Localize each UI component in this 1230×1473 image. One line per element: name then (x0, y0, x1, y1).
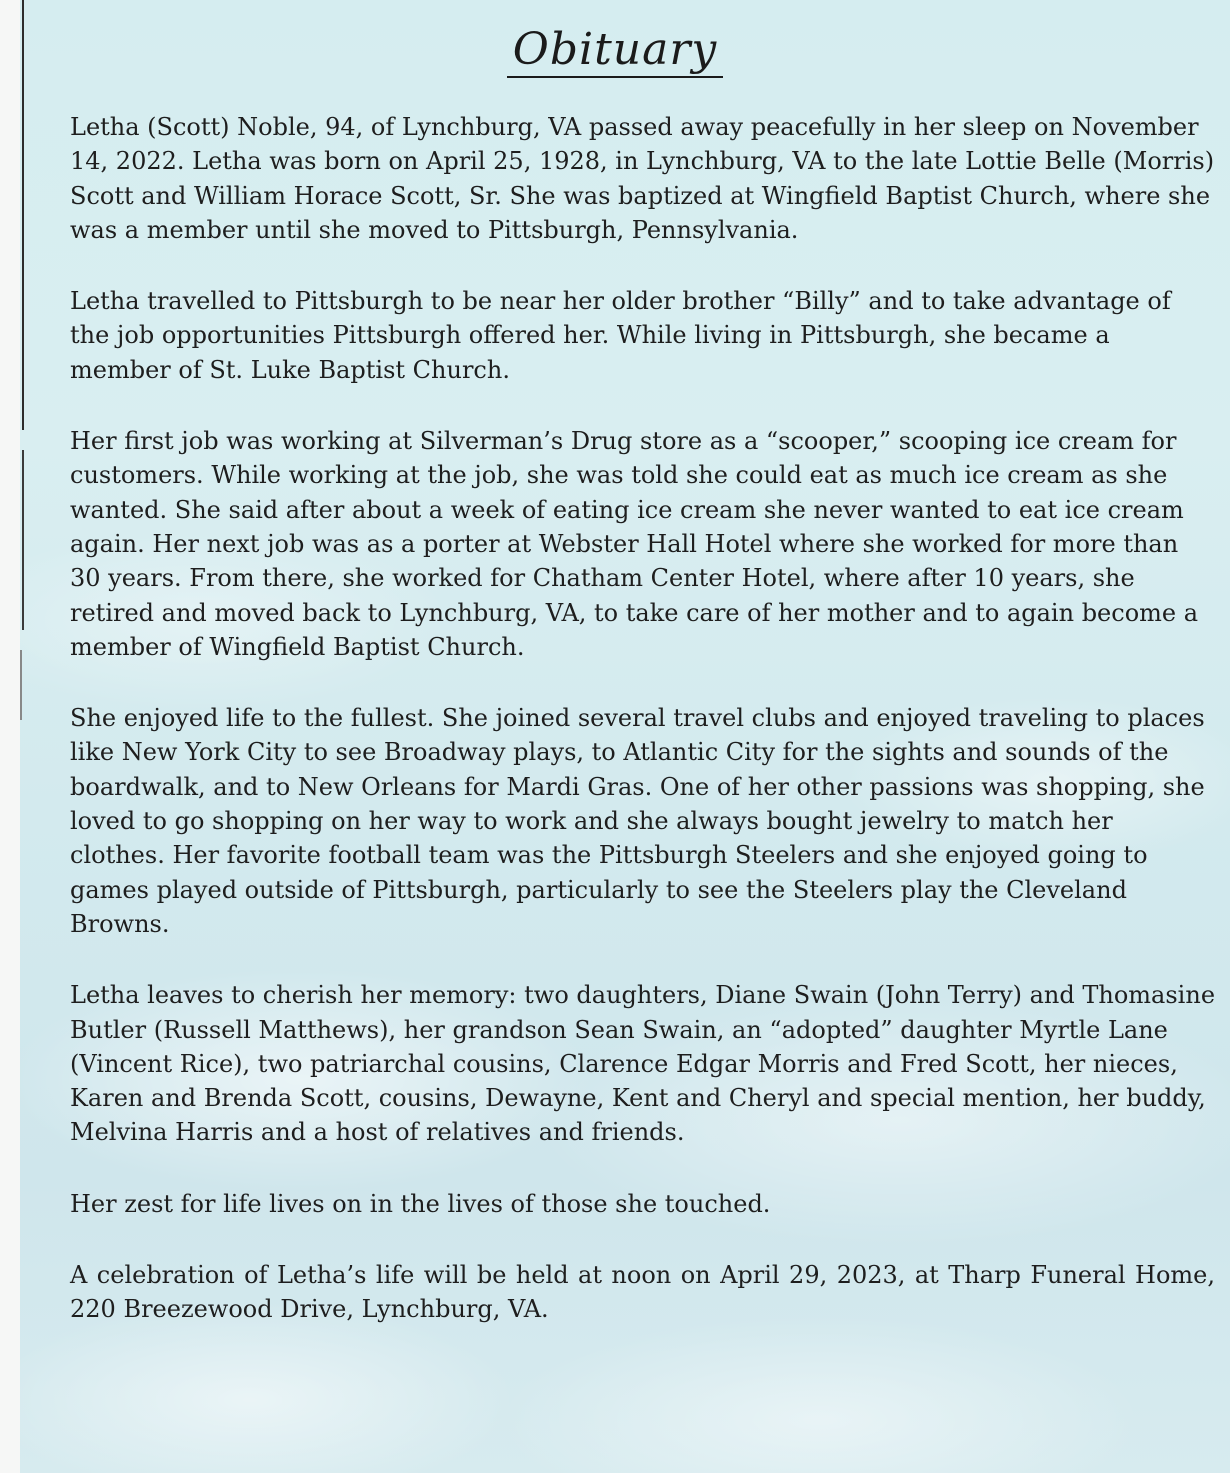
page-margin (0, 0, 20, 1473)
title-container (0, 26, 1230, 78)
paragraph-career: Her first job was working at Silverman’s Drug store as a “scooper,” scooping ice cream for customers. While working at the job, she was told she could eat as much ice cream as she wanted. She said after about a week of eating ice cream she never wanted to eat ice cream again. Her next job was as a porter at Webster Hall Hotel where she worked for more than 30 years. From there, she worked for Chatham Center Hotel, where after 10 years, she retired and moved back to Lynchburg, VA, to take care of her mother and to again become a member of Wingfield Baptist Church. (70, 427, 1199, 661)
paragraph-legacy: Her zest for life lives on in the lives of those she touched. (70, 1189, 771, 1218)
page-title: Obituary (507, 26, 723, 78)
paragraph-pittsburgh: Letha travelled to Pittsburgh to be near her older brother “Billy” and to take advantage of the job opportunities Pittsburgh offered her. While living in Pittsburgh, she became a member of St. Luke Baptist Church. (70, 287, 1171, 384)
paragraph-biography: Letha (Scott) Noble, 94, of Lynchburg, VA passed away peacefully in her sleep on November 14, 2022. Letha was born on April 25, 1928, in Lynchburg, VA to the late Lottie Belle (Morris) Scott and William Horace Scott, Sr. She was baptized at Wingfield Baptist Church, where she was a member until she moved to Pittsburgh, Pennsylvania. (70, 113, 1215, 244)
paragraph-survivors: Letha leaves to cherish her memory: two daughters, Diane Swain (John Terry) and Thomasine Butler (Russell Matthews), her grandson Sean Swain, an “adopted” daughter Myrtle Lane (Vincent Rice), two patriarchal cousins, Clarence Edgar Morris and Fred Scott, her nieces, Karen and Brenda Scott, cousins, Dewayne, Kent and Cheryl and special mention, her buddy, Melvina Harris and a host of relatives and friends. (70, 981, 1216, 1147)
binding-mark (20, 650, 28, 720)
binding-line-lower (22, 450, 24, 630)
paragraph-service: A celebration of Letha’s life will be held at noon on April 29, 2023, at Tharp Funeral Home, 220 Breezewood Drive, Lynchburg, VA. (70, 1261, 1215, 1324)
obituary-body (70, 110, 1215, 1364)
paragraph-interests: She enjoyed life to the fullest. She joined several travel clubs and enjoyed traveling to places like New York City to see Broadway plays, to Atlantic City for the sights and sounds of the boardwalk, and to New Orleans for Mardi Gras. One of her other passions was shopping, she loved to go shopping on her way to work and she always bought jewelry to match her clothes. Her favorite football team was the Pittsburgh Steelers and she enjoyed going to games played outside of Pittsburgh, particularly to see the Steelers play the Cleveland Browns. (70, 704, 1205, 938)
